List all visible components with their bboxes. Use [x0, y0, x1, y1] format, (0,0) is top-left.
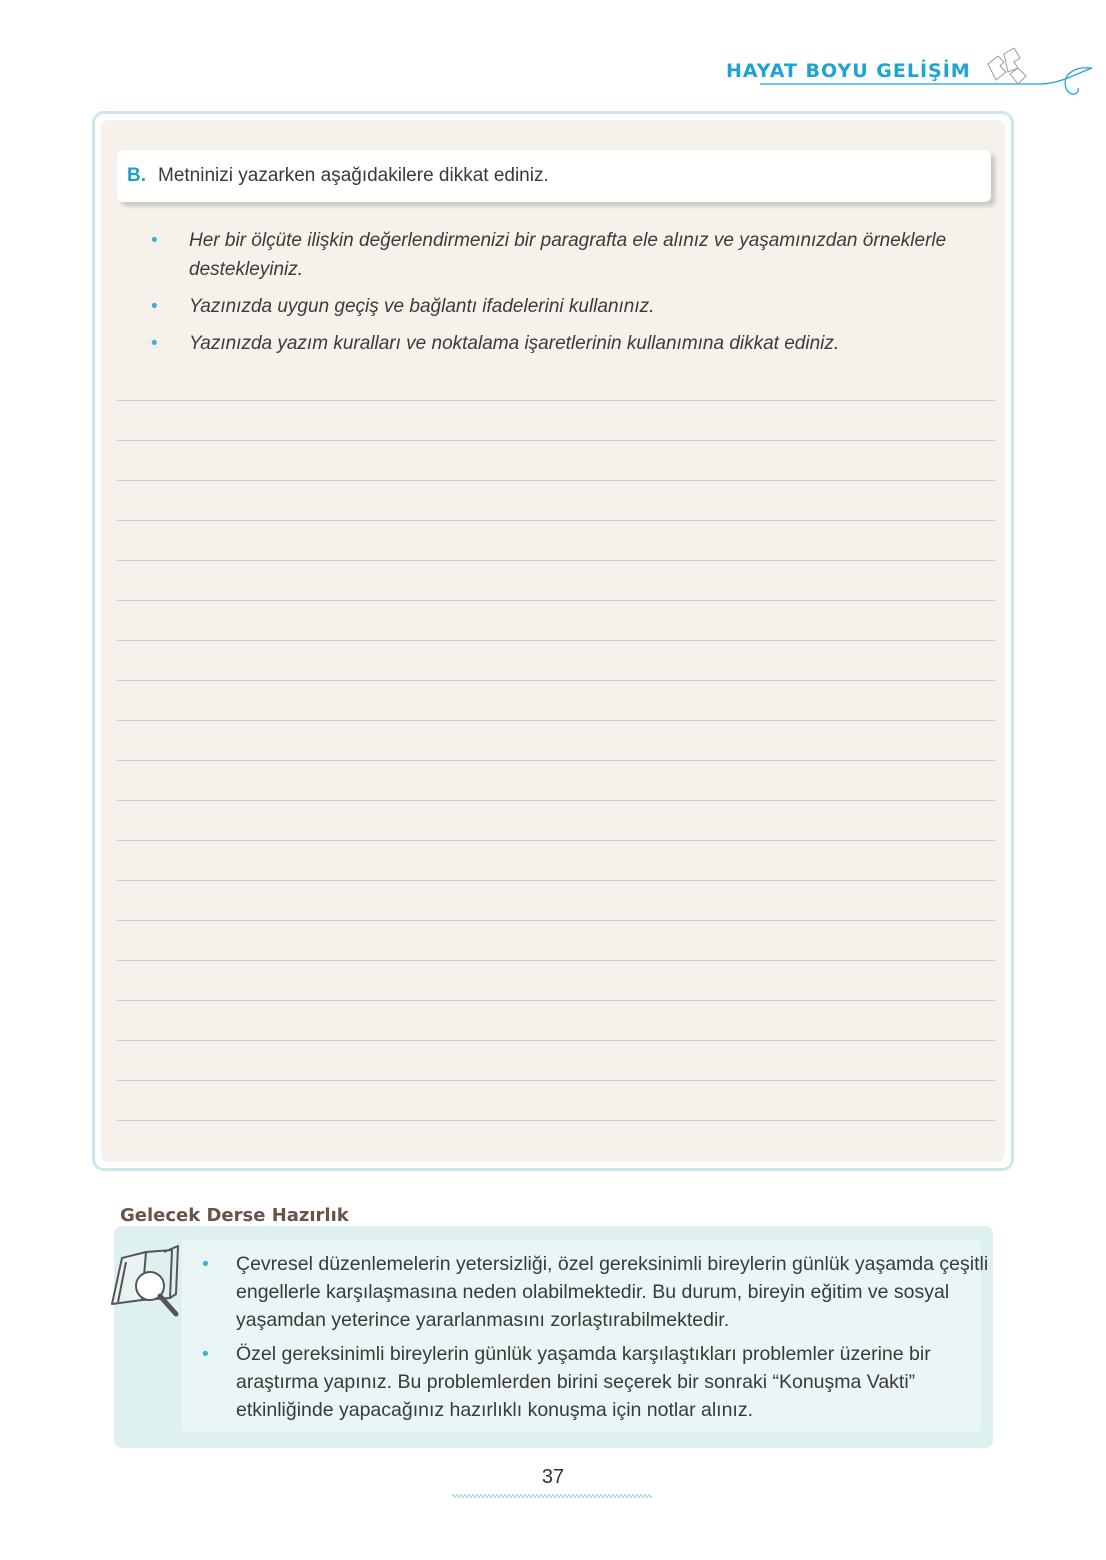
writing-line	[117, 960, 995, 961]
writing-line	[117, 880, 995, 881]
page-number: 37	[541, 1466, 565, 1488]
bullet-icon: •	[151, 230, 158, 251]
header-title: HAYAT BOYU GELİŞİM	[726, 60, 971, 82]
next-lesson-box	[114, 1226, 993, 1448]
writing-lines[interactable]	[117, 400, 995, 1160]
bullet-icon: •	[151, 333, 158, 354]
writing-line	[117, 760, 995, 761]
next-lesson-list	[200, 1250, 1000, 1430]
writing-line	[117, 560, 995, 561]
bullet-icon: •	[202, 1253, 209, 1275]
writing-line	[117, 600, 995, 601]
wave-decoration-icon	[452, 1492, 652, 1500]
writing-line	[117, 840, 995, 841]
writing-line	[117, 440, 995, 441]
tips-list	[151, 226, 1001, 366]
instruction-text: Metninizi yazarken aşağıdakilere dikkat ediniz.	[158, 165, 549, 186]
writing-line	[117, 1040, 995, 1041]
writing-line	[117, 800, 995, 801]
writing-line	[117, 520, 995, 521]
writing-line	[117, 400, 995, 401]
list-item: • Yazınızda yazım kuralları ve noktalama işaretlerinin kullanımına dikkat ediniz.	[151, 329, 1001, 358]
writing-line	[117, 1080, 995, 1081]
writing-area	[101, 120, 1005, 1162]
writing-line	[117, 1120, 995, 1121]
next-lesson-title: Gelecek Derse Hazırlık	[120, 1205, 349, 1226]
writing-line	[117, 680, 995, 681]
list-item: • Çevresel düzenlemelerin yetersizliği, özel gereksinimli bireylerin günlük yaşamda çeşitli engellerle karşılaşmasına neden olabilmektedir. Bu durum, bireyin eğitim ve sosyal yaşamdan yeterince yararlanmasını zorlaştırabilmektedir.	[200, 1250, 1000, 1334]
page-header	[700, 40, 1100, 100]
writing-frame	[92, 111, 1014, 1171]
list-item: • Yazınızda uygun geçiş ve bağlantı ifadelerini kullanınız.	[151, 292, 1001, 321]
writing-line	[117, 640, 995, 641]
list-item: • Her bir ölçüte ilişkin değerlendirmenizi bir paragrafta ele alınız ve yaşamınızdan örneklerle destekleyiniz.	[151, 226, 1001, 284]
section-b-instruction	[117, 150, 991, 202]
writing-line	[117, 480, 995, 481]
writing-line	[117, 1000, 995, 1001]
writing-line	[117, 720, 995, 721]
list-item: • Özel gereksinimli bireylerin günlük yaşamda karşılaştıkları problemler üzerine bir araştırma yapınız. Bu problemlerden birini seçerek bir sonraki “Konuşma Vakti” etkinliğinde yapacağınız hazırlıklı konuşma için notlar alınız.	[200, 1340, 1000, 1424]
section-letter: B.	[127, 165, 146, 186]
bullet-icon: •	[151, 296, 158, 317]
bullet-icon: •	[202, 1343, 209, 1365]
writing-line	[117, 920, 995, 921]
